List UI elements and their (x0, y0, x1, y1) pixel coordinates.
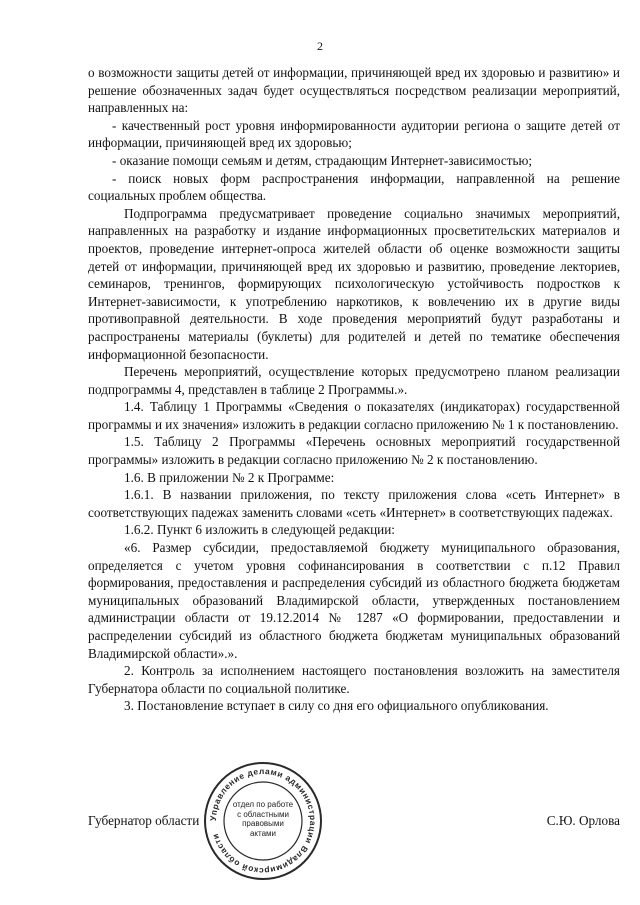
paragraph: Подпрограмма предусматривает проведение социально значимых мероприятий, направленных на разработку и издание информационных просветительских материалов и проектов, проведение интернет-опроса жителей области об оценке возможности защиты детей от информации, причиняющей вред их здоровью и развитию, проведение лекториев, семинаров, тренингов, формирующих психологическую устойчивость подростков к Интернет-зависимости, к употреблению наркотиков, к вовлечению их в другие виды противоправной деятельности. В ходе проведения мероприятий будут разработаны и распространены материалы (буклеты) для родителей и детей по тематике обеспечения информационной безопасности. (88, 205, 620, 362)
signatory-position: Губернатор области (88, 813, 200, 828)
clause-1-6: 1.6. В приложении № 2 к Программе: (124, 469, 335, 485)
clause-1-6-1: 1.6.1. В названии приложения, по тексту приложения слова «сеть Интернет» в соответствующих падежах заменить словами «сеть «Интернет» в соответствующих падежах. (88, 487, 620, 520)
page-number: 2 (317, 39, 323, 53)
signature-row (88, 812, 620, 830)
clause-1-5: 1.5. Таблицу 2 Программы «Перечень основных мероприятий государственной программы» изложить в редакции согласно приложению № 2 к постановлению. (88, 434, 620, 468)
clause-1-4: 1.4. Таблицу 1 Программы «Сведения о показателях (индикаторах) государственной программы и их значения» изложить в редакции согласно приложению № 1 к постановлению. (88, 399, 620, 432)
svg-text:Управление делами администраци: Управление делами администрации Владимирской области (207, 765, 319, 877)
list-item: - качественный рост уровня информированности аудитории региона о защите детей от информации, причиняющей вред их здоровью; (88, 117, 620, 151)
list-item: - оказание помощи семьям и детям, страдающим Интернет-зависимостью; (112, 152, 532, 168)
list-item: - поиск новых форм распространения информации, направленной на решение социальных проблем общества. (88, 170, 620, 204)
document-body (88, 64, 620, 715)
signatory-name: С.Ю. Орлова (546, 813, 620, 828)
stamp-center-text: отдел по работе с областными правовыми актами (232, 800, 294, 838)
paragraph: Перечень мероприятий, осуществление которых предусмотрено планом реализации подпрограммы 4, представлен в таблице 2 Программы.». (88, 364, 620, 397)
measures-list (88, 117, 620, 205)
clause-1-6-2: 1.6.2. Пункт 6 изложить в следующей редакции: (124, 522, 395, 538)
paragraph: о возможности защиты детей от информации, причиняющей вред их здоровью и развитию» и решение обозначенных задач будет осуществляться посредством реализации мероприятий, направленных на: (88, 65, 620, 116)
clause-3: 3. Постановление вступает в силу со дня его официального опубликования. (124, 698, 549, 714)
clause-6-text: «6. Размер субсидии, предоставляемой бюджету муниципального образования, определяется с учетом уровня софинансирования в соответствии с п.12 Правил формирования, предоставления и распределения субсидий из областного бюджета бюджетам муниципальных образований Владимирской области, утвержденных постановлением администрации области от 19.12.2014 № 1287 «О формировании, предоставлении и распределении субсидий из областного бюджета бюджетам муниципальных образований Владимирской области».». (88, 540, 620, 661)
clause-2: 2. Контроль за исполнением настоящего постановления возложить на заместителя Губернатора области по социальной политике. (88, 663, 620, 696)
official-stamp (202, 760, 324, 882)
